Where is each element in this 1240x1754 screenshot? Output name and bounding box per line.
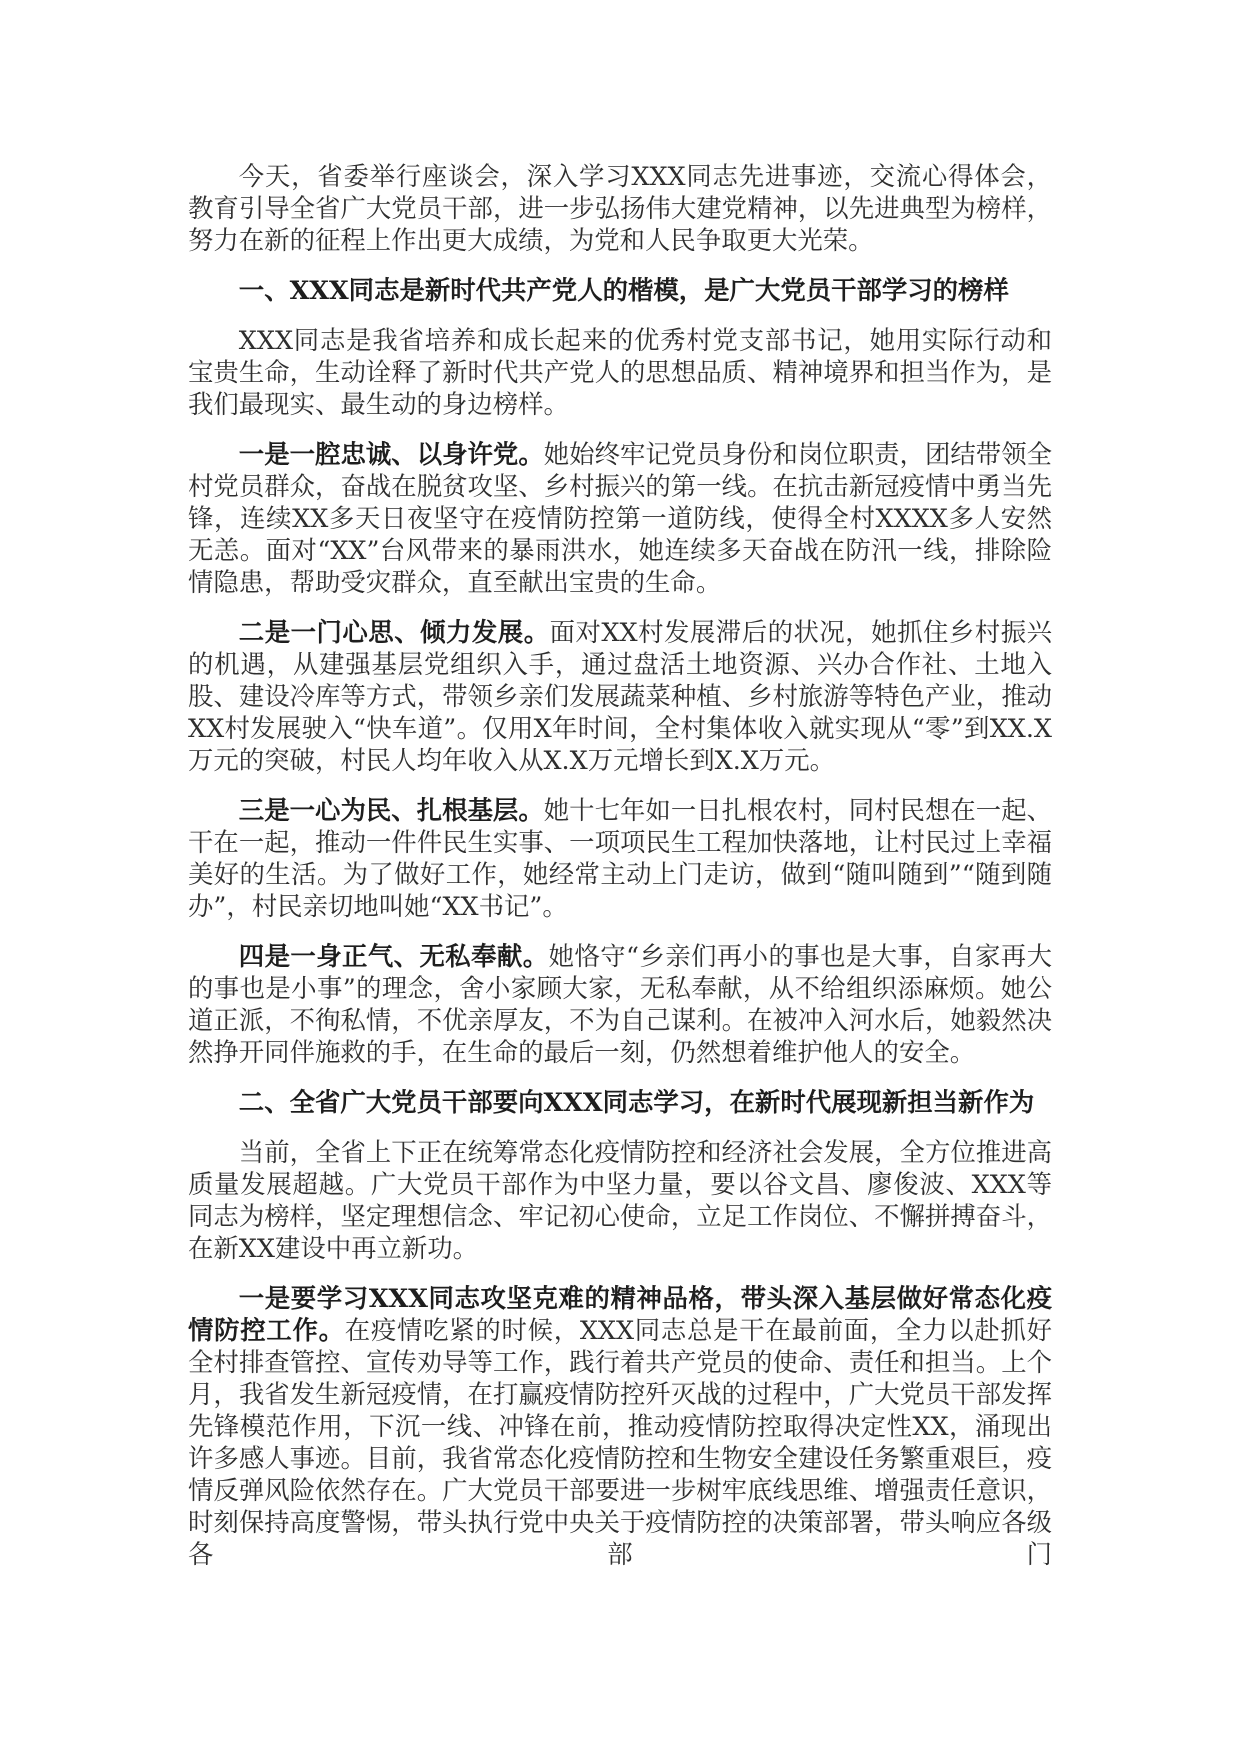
section-1-intro: XXX同志是我省培养和成长起来的优秀村党支部书记，她用实际行动和宝贵生命，生动诠释了新时代共产党人的思想品质、精神境界和担当作为，是我们最现实、最生动的身边榜样。 xyxy=(188,325,1052,419)
point-text: 她恪守“乡亲们再小的事也是大事，自家再大的事也是小事”的理念，舍小家顾大家，无私奉献，从不给组织添麻烦。她公道正派，不徇私情，不优亲厚友，不为自己谋利。在被冲入河水后，她毅然决然挣开同伴施救的手，在生命的最后一刻，仍然想着维护他人的安全。 xyxy=(188,941,1052,1067)
document-page xyxy=(188,160,1052,1588)
section-2-point-1 xyxy=(188,1282,1052,1570)
section-1-point-2 xyxy=(188,616,1052,776)
point-text: 面对XX村发展滞后的状况，她抓住乡村振兴的机遇，从建强基层党组织入手，通过盘活土地资源、兴办合作社、土地入股、建设冷库等方式，带领乡亲们发展蔬菜种植、乡村旅游等特色产业，推动XX村发展驶入“快车道”。仅用X年时间，全村集体收入就实现从“零”到XX.X万元的突破，村民人均年收入从X.X万元增长到X.X万元。 xyxy=(188,617,1053,775)
point-text: 她十七年如一日扎根农村，同村民想在一起、干在一起，推动一件件民生实事、一项项民生工程加快落地，让村民过上幸福美好的生活。为了做好工作，她经常主动上门走访，做到“随叫随到”“随到随办”，村民亲切地叫她“XX书记”。 xyxy=(188,795,1053,921)
point-lead: 一是一腔忠诚、以身许党。 xyxy=(238,439,544,469)
section-1-point-1 xyxy=(188,438,1052,598)
section-1-point-4 xyxy=(188,940,1052,1068)
section-1-heading: 一、XXX同志是新时代共产党人的楷模，是广大党员干部学习的榜样 xyxy=(238,275,1009,305)
point-lead: 四是一身正气、无私奉献。 xyxy=(238,941,549,971)
intro-paragraph: 今天，省委举行座谈会，深入学习XXX同志先进事迹，交流心得体会，教育引导全省广大党员干部，进一步弘扬伟大建党精神，以先进典型为榜样，努力在新的征程上作出更大成绩，为党和人民争取更大光荣。 xyxy=(188,161,1052,255)
point-text: 在疫情吃紧的时候，XXX同志总是干在最前面，全力以赴抓好全村排查管控、宣传劝导等工作，践行着共产党员的使命、责任和担当。上个月，我省发生新冠疫情，在打赢疫情防控歼灭战的过程中，广大党员干部发挥先锋模范作用，下沉一线、冲锋在前，推动疫情防控取得决定性XX，涌现出许多感人事迹。目前，我省常态化疫情防控和生物安全建设任务繁重艰巨，疫情反弹风险依然存在。广大党员干部要进一步树牢底线思维、增强责任意识，时刻保持高度警惕，带头执行党中央关于疫情防控的决策部署，带头响应各级各部门 xyxy=(188,1315,1052,1569)
point-lead: 三是一心为民、扎根基层。 xyxy=(238,795,544,825)
section-1-point-3 xyxy=(188,794,1052,922)
point-text: 她始终牢记党员身份和岗位职责，团结带领全村党员群众，奋战在脱贫攻坚、乡村振兴的第一线。在抗击新冠疫情中勇当先锋，连续XX多天日夜坚守在疫情防控第一道防线，使得全村XXXX多人安然无恙。面对“XX”台风带来的暴雨洪水，她连续多天奋战在防汛一线，排除险情隐患，帮助受灾群众，直至献出宝贵的生命。 xyxy=(188,439,1053,597)
point-lead: 二是一门心思、倾力发展。 xyxy=(238,617,550,647)
point-lead: 一是要学习XXX同志攻坚克难的精神品格，带头深入基层做好常态化疫情防控工作。 xyxy=(188,1283,1052,1345)
section-2-intro: 当前，全省上下正在统筹常态化疫情防控和经济社会发展，全方位推进高质量发展超越。广大党员干部作为中坚力量，要以谷文昌、廖俊波、XXX等同志为榜样，坚定理想信念、牢记初心使命，立足工作岗位、不懈拼搏奋斗，在新XX建设中再立新功。 xyxy=(188,1137,1052,1263)
section-2-heading: 二、全省广大党员干部要向XXX同志学习，在新时代展现新担当新作为 xyxy=(238,1087,1035,1117)
